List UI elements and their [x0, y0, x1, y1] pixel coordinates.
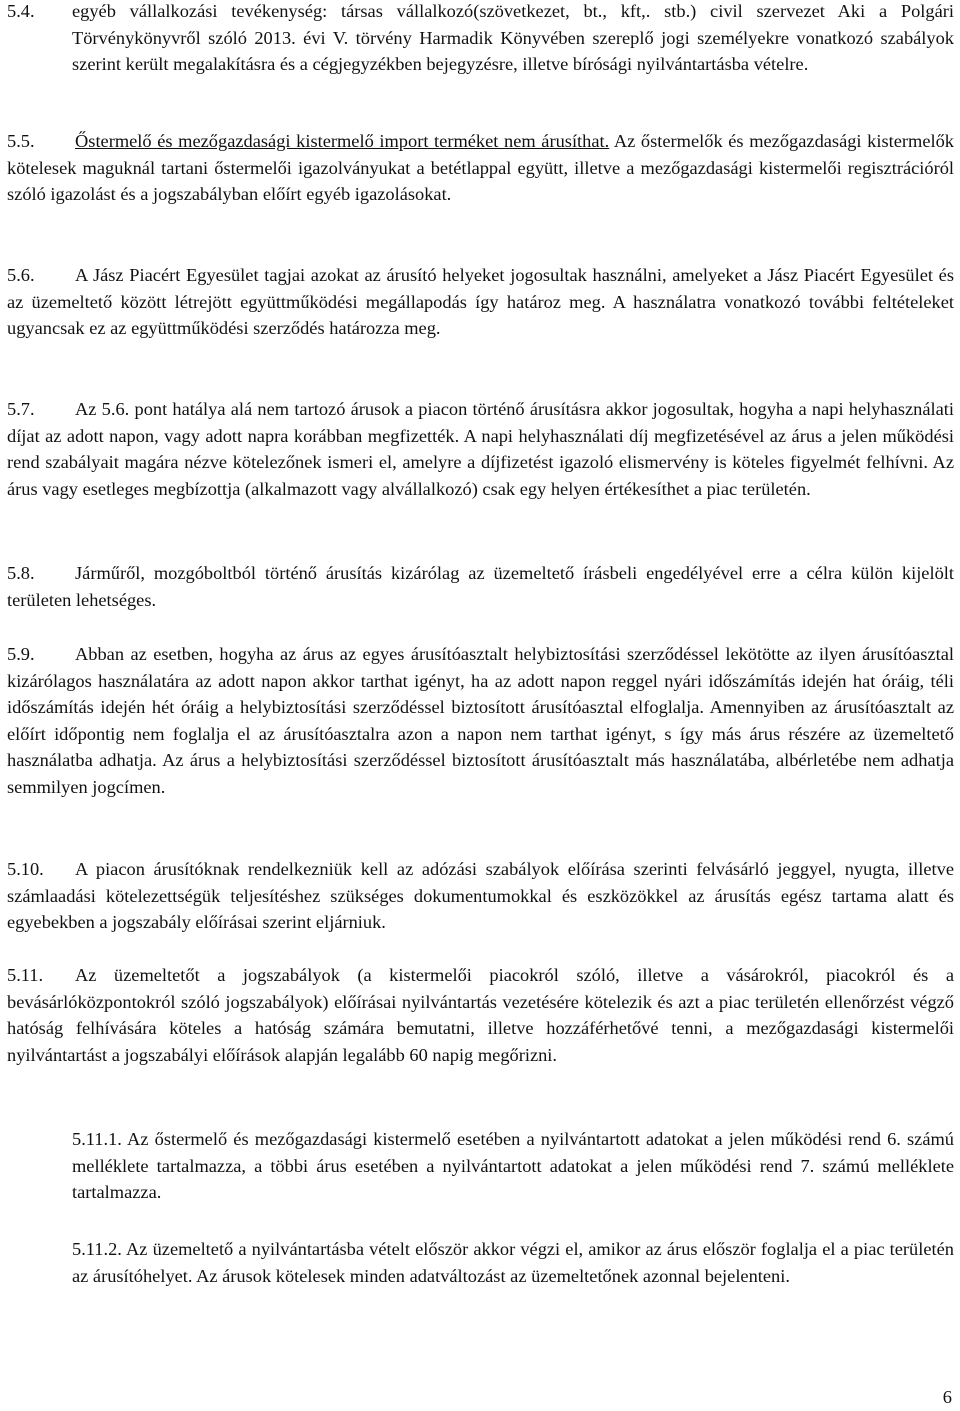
section-text: Az 5.6. pont hatálya alá nem tartozó árusok a piacon történő árusításra akkor jogosultak, hogyha a napi helyhasználati díjat az adott napon, vagy adott napra korábban megfizették. A napi helyhasználati díj megfizetésével az árus a jelen működési rend szabályait magára nézve kötelezőnek ismeri el, amelyre a díjfizetést igazoló elismervény is köteles figyelmét felhívni. Az árus vagy esetleges megbízottja (alkalmazott vagy alvállalkozó) csak egy helyen értékesíthet a piac területén.	[7, 399, 954, 499]
page-number: 6	[942, 1387, 952, 1407]
section-text: A piacon árusítóknak rendelkezniük kell az adózási szabályok előírása szerinti felvásárló jeggyel, nyugta, illetve számlaadási kötelezettségük teljesítéshez szükséges dokumentumokkal és eszközökkel az árusítás egész tartama alatt és egyebekben a jogszabály előírásai szerint eljárniuk.	[7, 859, 954, 933]
section-text: Abban az esetben, hogyha az árus az egyes árusítóasztalt helybiztosítási szerződéssel lekötötte az ilyen árusítóasztal kizárólagos használatára az adott napon akkor tarthat igényt, ha az adott napon reggel nyári időszámítás idején hat óráig, téli időszámítás idején hét óráig a helybiztosítási szerződéssel biztosított árusítóasztal elfoglalja. Amennyiben az árusítóasztalt az előírt időpontig nem foglalja el az árusítóasztalra azon a napon nem tarthat igényt, s így más árus részére az üzemeltető használatba adhatja. Az árus a helybiztosítási szerződéssel biztosított árusítóasztalt más használatába, albérletébe nem adhatja semmilyen jogcímen.	[7, 644, 954, 797]
section-text: Járműről, mozgóboltból történő árusítás kizárólag az üzemeltető írásbeli engedélyével erre a célra külön kijelölt területen lehetséges.	[7, 563, 954, 610]
section-text: Az üzemeltetőt a jogszabályok (a kistermelői piacokról szóló, illetve a vásárokról, piacokról és a bevásárlóközpontokról szóló jogszabályok) előírásai nyilvántartás vezetésére kötelezik és azt a piac területén ellenőrzést végző hatóság felhívására köteles a hatóság számára bemutatni, illetve hozzáférhetővé tenni, a mezőgazdasági kistermelői nyilvántartást a jogszabályi előírások alapján legalább 60 napig megőrizni.	[7, 965, 954, 1065]
section-number: 5.7.	[7, 399, 35, 419]
section-5-11	[7, 962, 954, 1068]
section-5-5	[7, 128, 954, 208]
subsection-5-11-1	[72, 1126, 954, 1206]
subsection-text: Az őstermelő és mezőgazdasági kistermelő esetében a nyilvántartott adatokat a jelen működési rend 6. számú melléklete tartalmazza, a többi árus esetében a nyilvántartott adatokat a jelen működési rend 7. számú melléklete tartalmazza.	[72, 1129, 955, 1203]
section-5-10	[7, 856, 954, 936]
section-number: 5.4.	[7, 1, 35, 21]
section-number: 5.8.	[7, 563, 35, 583]
subsection-number: 5.11.1.	[72, 1129, 122, 1149]
section-text: A Jász Piacért Egyesület tagjai azokat az árusító helyeket jogosultak használni, amelyeket a Jász Piacért Egyesület és az üzemeltető között létrejött együttműködési megállapodás így határoz meg. A használatra vonatkozó további feltételeket ugyancsak ez az együttműködési szerződés határozza meg.	[7, 265, 954, 339]
subsection-text: Az üzemeltető a nyilvántartásba vételt először akkor végzi el, amikor az árus először foglalja el a piac területén az árusítóhelyet. Az árusok kötelesek minden adatváltozást az üzemeltetőnek azonnal bejelenteni.	[72, 1239, 954, 1286]
section-heading: Őstermelő és mezőgazdasági kistermelő import terméket nem árusíthat.	[75, 131, 610, 151]
section-number: 5.6.	[7, 265, 35, 285]
section-5-4	[7, 0, 954, 78]
section-5-8	[7, 560, 954, 613]
section-number: 5.11.	[7, 965, 44, 985]
section-5-7	[7, 396, 954, 502]
section-5-6	[7, 262, 954, 342]
section-number: 5.5.	[7, 131, 35, 151]
section-5-9	[7, 641, 954, 801]
section-text: egyéb vállalkozási tevékenység: társas vállalkozó(szövetkezet, bt., kft,. stb.) civil szervezet Aki a Polgári Törvénykönyvről szóló 2013. évi V. törvény Harmadik Könyvében szereplő jogi személyekre vonatkozó szabályok szerint került megalakításra és a cégjegyzékben bejegyzésre, illetve bírósági nyilvántartásba vételre.	[72, 1, 954, 75]
section-number: 5.10.	[7, 859, 44, 879]
subsection-number: 5.11.2.	[72, 1239, 122, 1259]
section-text: Az őstermelők és mezőgazdasági kistermelők kötelesek maguknál tartani őstermelői igazolványukat a betétlappal együtt, illetve a mezőgazdasági kistermelői regisztrációról szóló igazolást és a jogszabályban előírt egyéb igazolásokat.	[7, 131, 954, 205]
subsection-5-11-2	[72, 1236, 954, 1289]
section-number: 5.9.	[7, 644, 35, 664]
